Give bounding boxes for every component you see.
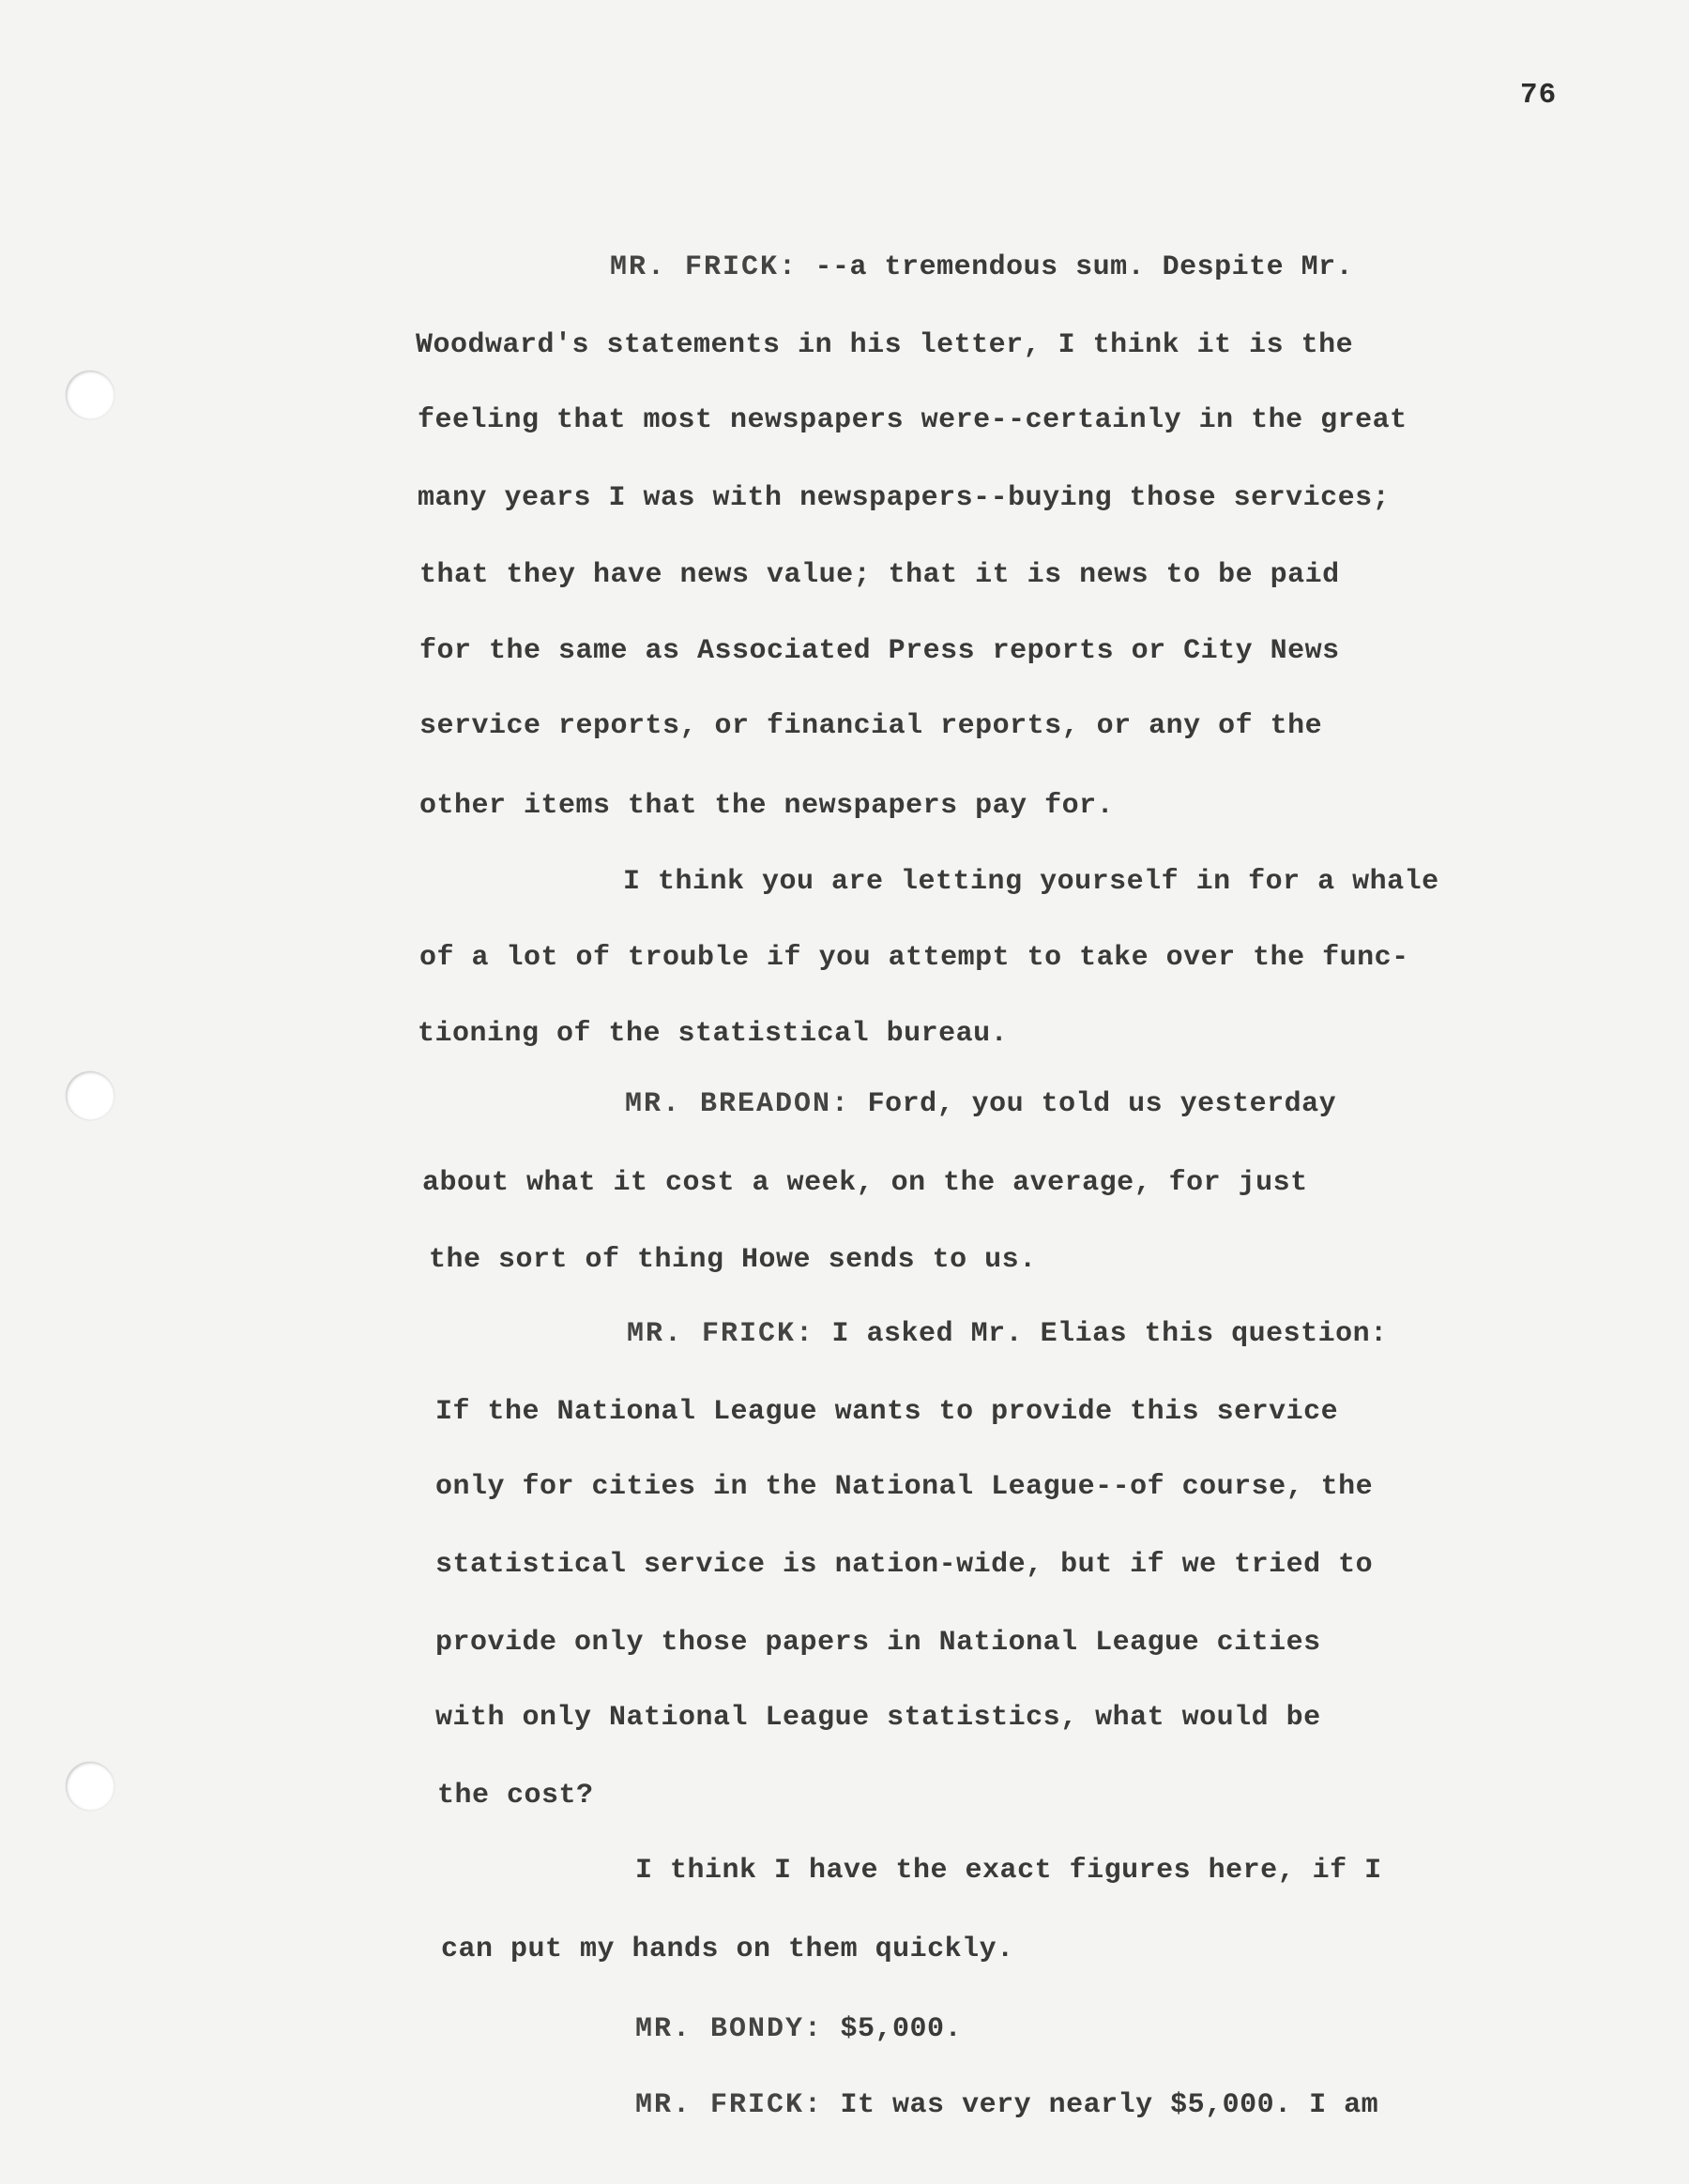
text-line: that they have news value; that it is news to be paid [419, 559, 1340, 591]
line-text: --a tremendous sum. Despite Mr. [814, 251, 1354, 283]
punch-hole-bottom [66, 1762, 114, 1811]
text-line: for the same as Associated Press reports or City News [419, 635, 1340, 667]
text-line: I think you are letting yourself in for a whale [623, 866, 1439, 898]
text-line: with only National League statistics, what would be [435, 1702, 1321, 1734]
text-line [610, 251, 1353, 283]
punch-hole-middle [66, 1071, 114, 1120]
text-line: can put my hands on them quickly. [441, 1934, 1014, 1965]
text-line: many years I was with newspapers--buying those services; [418, 482, 1391, 514]
text-line: only for cities in the National League--of course, the [435, 1471, 1374, 1503]
text-line: statistical service is nation-wide, but if we tried to [435, 1549, 1374, 1581]
speaker-label: MR. BONDY: [635, 2013, 824, 2045]
text-line: Woodward's statements in his letter, I think it is the [416, 329, 1354, 361]
text-line: service reports, or financial reports, or any of the [419, 710, 1323, 742]
text-line [635, 2089, 1378, 2121]
text-line [635, 2013, 962, 2045]
text-line: feeling that most newspapers were--certainly in the great [418, 404, 1408, 436]
text-line: about what it cost a week, on the average, for just [422, 1167, 1308, 1199]
text-line: other items that the newspapers pay for. [419, 790, 1115, 822]
text-line: I think I have the exact figures here, if I [635, 1855, 1382, 1887]
line-text: $5,000. [840, 2013, 963, 2045]
line-text: It was very nearly $5,000. I am [840, 2089, 1379, 2121]
line-text: Ford, you told us yesterday [867, 1088, 1337, 1120]
text-line: If the National League wants to provide this service [435, 1396, 1339, 1428]
text-line: provide only those papers in National League cities [435, 1627, 1321, 1659]
page-number: 76 [1520, 79, 1558, 112]
text-line: of a lot of trouble if you attempt to take over the func- [419, 942, 1409, 974]
line-text: I asked Mr. Elias this question: [831, 1318, 1388, 1350]
text-line: the cost? [437, 1780, 594, 1812]
text-line: tioning of the statistical bureau. [418, 1018, 1009, 1050]
punch-hole-top [66, 371, 114, 419]
text-line [625, 1088, 1336, 1120]
speaker-label: MR. FRICK: [610, 251, 799, 283]
speaker-label: MR. FRICK: [627, 1318, 815, 1350]
text-line: the sort of thing Howe sends to us. [429, 1244, 1037, 1276]
text-line [627, 1318, 1388, 1350]
speaker-label: MR. FRICK: [635, 2089, 824, 2121]
speaker-label: MR. BREADON: [625, 1088, 851, 1120]
